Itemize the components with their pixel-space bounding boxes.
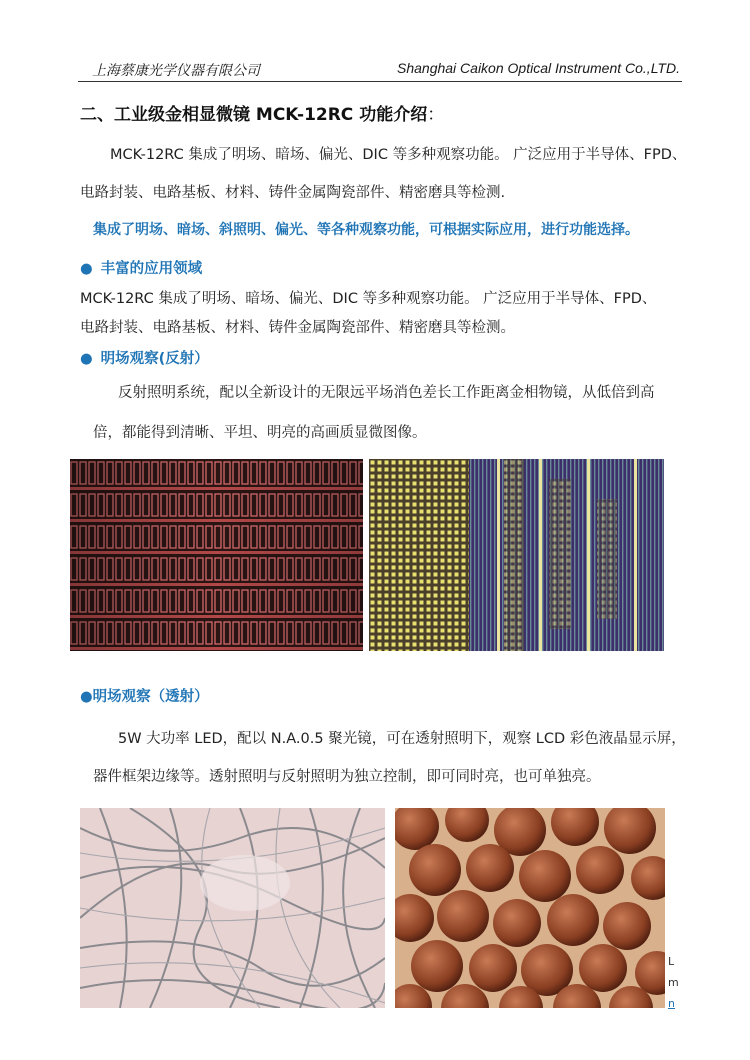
sphere xyxy=(409,844,461,896)
sphere xyxy=(466,844,514,892)
header-company-cn: 上海蔡康光学仪器有限公司 xyxy=(92,63,260,79)
section-title xyxy=(80,100,444,125)
intro-line-1: MCK-12RC 集成了明场、暗场、偏光、DIC 等多种观察功能。 广泛应用于半导体、FPD、 xyxy=(110,147,687,163)
sphere xyxy=(411,940,463,992)
edge-char-1: L xyxy=(668,955,675,968)
bullet-dot-icon: ● xyxy=(80,351,93,367)
brightfield-reflect-line-2: 倍，都能得到清晰、平坦、明亮的高画质显微图像。 xyxy=(93,425,427,441)
chip-circuit-micrograph-image xyxy=(369,459,664,651)
brightfield-transmit-bullet xyxy=(80,685,209,706)
sphere xyxy=(437,890,489,942)
brightfield-reflect-label: 明场观察(反射） xyxy=(100,351,209,367)
sphere xyxy=(579,944,627,992)
brightfield-transmit-line-2: 器件框架边缘等。透射照明与反射照明为独立控制，即可同时亮，也可单独亮。 xyxy=(93,769,601,785)
sphere xyxy=(493,899,541,947)
sphere xyxy=(519,850,571,902)
brightfield-transmit-label: 明场观察（透射） xyxy=(92,689,209,705)
applications-line-1: MCK-12RC 集成了明场、暗场、偏光、DIC 等多种观察功能。 广泛应用于半导体、FPD、 xyxy=(80,291,657,307)
applications-bullet xyxy=(80,257,202,278)
intro-line-2: 电路封装、电路基板、材料、铸件金属陶瓷部件、精密磨具等检测. xyxy=(80,185,506,201)
applications-bullet-label: 丰富的应用领域 xyxy=(100,261,203,277)
sphere xyxy=(547,894,599,946)
brightfield-reflect-bullet xyxy=(80,347,209,368)
brightfield-transmit-line-1: 5W 大功率 LED，配以 N.A.0.5 聚光镜，可在透射照明下，观察 LCD 彩色液晶显示屏， xyxy=(118,731,686,747)
section-title-colon: ： xyxy=(427,105,445,125)
spheres-micrograph-image xyxy=(395,808,665,1008)
sphere xyxy=(469,944,517,992)
sphere xyxy=(603,902,651,950)
edge-char-2: m xyxy=(668,976,679,989)
header-company-en: Shanghai Caikon Optical Instrument Co.,LTD. xyxy=(397,60,680,76)
header-rule xyxy=(78,81,682,82)
sphere xyxy=(576,846,624,894)
applications-line-2: 电路封装、电路基板、材料、铸件金属陶瓷部件、精密磨具等检测。 xyxy=(80,320,515,336)
edge-char-3: n xyxy=(668,997,675,1010)
fiber-micrograph-image xyxy=(80,808,385,1008)
intro-highlight: 集成了明场、暗场、斜照明、偏光、等各种观察功能，可根据实际应用，进行功能选择。 xyxy=(93,222,639,238)
brightfield-reflect-line-1: 反射照明系统，配以全新设计的无限远平场消色差长工作距离金相物镜，从低倍到高 xyxy=(118,385,655,401)
bullet-dot-icon: ● xyxy=(80,261,93,277)
grid-micrograph-image xyxy=(70,459,363,651)
bullet-dot-icon: ● xyxy=(80,689,93,705)
section-title-text: 二、工业级金相显微镜 MCK-12RC 功能介绍 xyxy=(80,105,428,125)
